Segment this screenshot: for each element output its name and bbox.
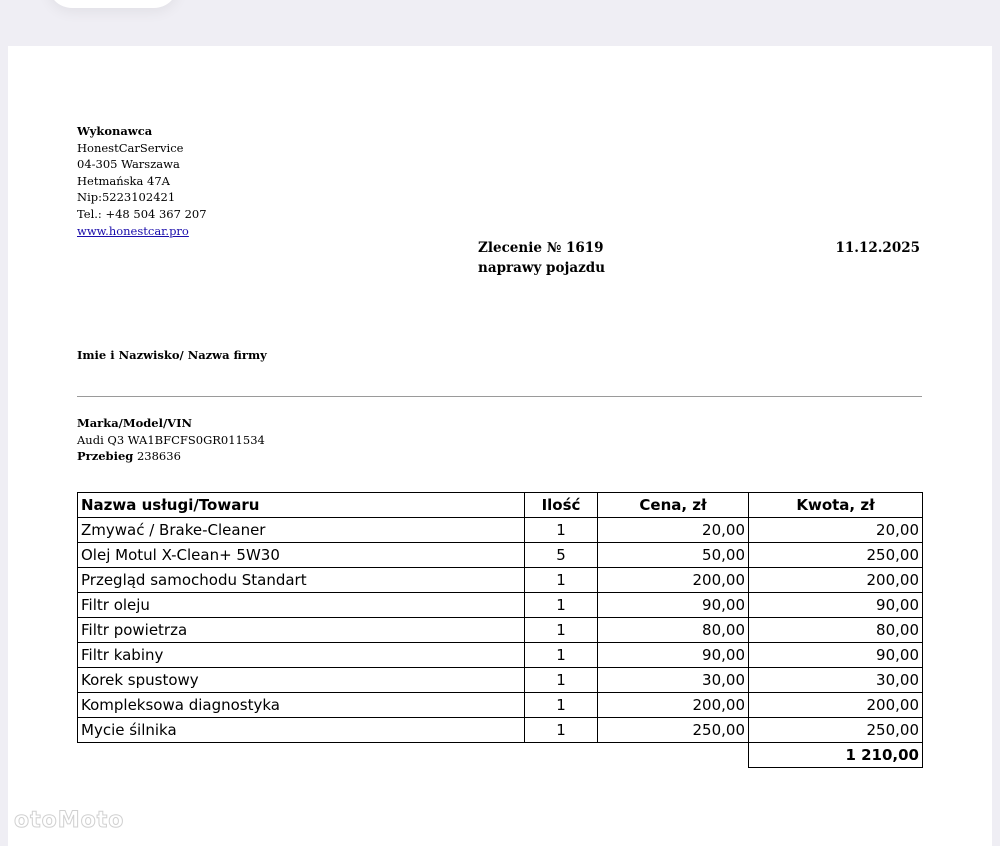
row-name: Kompleksowa diagnostyka (78, 693, 525, 718)
table-row (78, 693, 923, 718)
row-amount: 200,00 (749, 568, 923, 593)
vehicle-label: Marka/Model/VIN (77, 416, 192, 430)
row-amount: 80,00 (749, 618, 923, 643)
row-price: 20,00 (598, 518, 749, 543)
row-amount: 90,00 (749, 593, 923, 618)
vendor-label: Wykonawca (77, 124, 153, 138)
row-qty: 1 (525, 593, 598, 618)
row-price: 200,00 (598, 693, 749, 718)
row-name: Olej Motul X-Clean+ 5W30 (78, 543, 525, 568)
table-row (78, 718, 923, 743)
top-card-edge (48, 0, 178, 8)
table-row (78, 668, 923, 693)
row-name: Zmywać / Brake-Cleaner (78, 518, 525, 543)
row-qty: 1 (525, 568, 598, 593)
row-price: 90,00 (598, 593, 749, 618)
row-name: Korek spustowy (78, 668, 525, 693)
row-price: 30,00 (598, 668, 749, 693)
row-name: Filtr oleju (78, 593, 525, 618)
vendor-nip: Nip:5223102421 (77, 190, 176, 205)
mileage-value: 238636 (136, 449, 181, 464)
header-amount: Kwota, zł (749, 493, 923, 518)
vendor-phone: Tel.: +48 504 367 207 (77, 206, 207, 221)
table-header-row (78, 493, 923, 518)
row-price: 50,00 (598, 543, 749, 568)
row-price: 80,00 (598, 618, 749, 643)
table-row (78, 643, 923, 668)
row-name: Przegląd samochodu Standart (78, 568, 525, 593)
table-row (78, 518, 923, 543)
order-heading (478, 238, 605, 278)
vehicle-model-vin: Audi Q3 WA1BFCFS0GR011534 (77, 432, 265, 447)
row-price: 200,00 (598, 568, 749, 593)
client-label: Imie i Nazwisko/ Nazwa firmy (77, 348, 267, 362)
row-qty: 1 (525, 693, 598, 718)
row-qty: 1 (525, 718, 598, 743)
watermark-logo: otoMoto (14, 808, 125, 833)
row-qty: 5 (525, 543, 598, 568)
total-row (78, 743, 923, 768)
row-amount: 30,00 (749, 668, 923, 693)
row-qty: 1 (525, 618, 598, 643)
row-qty: 1 (525, 518, 598, 543)
row-name: Filtr powietrza (78, 618, 525, 643)
vendor-city: 04-305 Warszawa (77, 157, 180, 172)
row-qty: 1 (525, 668, 598, 693)
mileage-label: Przebieg (77, 449, 134, 464)
table-row (78, 543, 923, 568)
table-row (78, 568, 923, 593)
total-spacer (78, 743, 749, 768)
row-amount: 250,00 (749, 718, 923, 743)
row-amount: 90,00 (749, 643, 923, 668)
row-price: 90,00 (598, 643, 749, 668)
table-row (78, 618, 923, 643)
row-price: 250,00 (598, 718, 749, 743)
order-subtitle: naprawy pojazdu (478, 260, 606, 276)
vendor-name: HonestCarService (77, 140, 184, 155)
total-amount: 1 210,00 (749, 743, 923, 768)
vehicle-block (77, 415, 265, 465)
header-qty: Ilość (525, 493, 598, 518)
order-date: 11.12.2025 (835, 240, 920, 256)
row-name: Filtr kabiny (78, 643, 525, 668)
items-table (77, 492, 923, 768)
vendor-website-link[interactable]: www.honestcar.pro (77, 223, 189, 238)
row-qty: 1 (525, 643, 598, 668)
header-name: Nazwa usługi/Towaru (78, 493, 525, 518)
row-amount: 20,00 (749, 518, 923, 543)
row-amount: 200,00 (749, 693, 923, 718)
vendor-street: Hetmańska 47A (77, 173, 170, 188)
client-divider (77, 396, 922, 397)
order-title: Zlecenie № 1619 (478, 240, 604, 256)
vehicle-mileage (77, 448, 265, 465)
row-name: Mycie śilnika (78, 718, 525, 743)
row-amount: 250,00 (749, 543, 923, 568)
table-row (78, 593, 923, 618)
header-price: Cena, zł (598, 493, 749, 518)
order-document (8, 46, 992, 846)
vendor-block (77, 123, 207, 239)
